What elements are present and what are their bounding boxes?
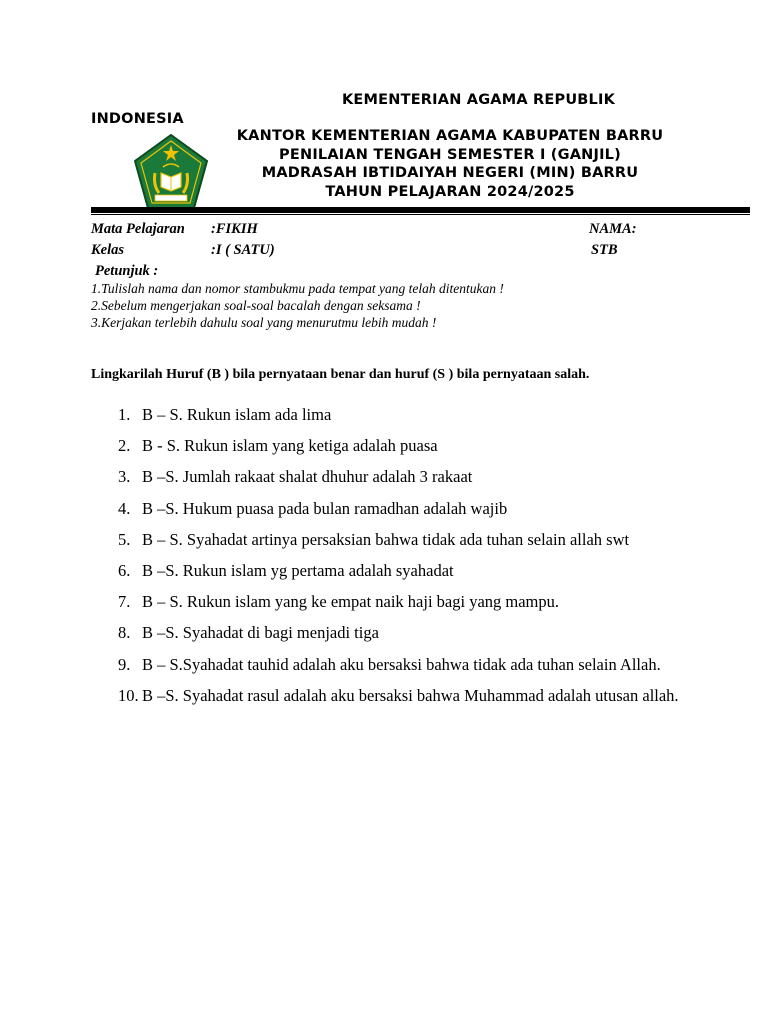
question-list	[118, 399, 698, 711]
header-line-3: PENILAIAN TENGAH SEMESTER I (GANJIL)	[279, 147, 621, 163]
subject-value: :FIKIH	[211, 221, 258, 237]
instruction-item: 2.Sebelum mengerjakan soal-soal bacalah dengan seksama !	[91, 298, 421, 313]
question-item	[118, 649, 698, 680]
question-number: 4.	[118, 498, 131, 518]
question-item	[118, 430, 698, 461]
instructions-label: Petunjuk :	[95, 263, 159, 279]
instruction-item: 3.Kerjakan terlebih dahulu soal yang menurutmu lebih mudah !	[91, 315, 437, 330]
question-number: 7.	[118, 592, 131, 612]
question-text: B –S. Rukun islam yg pertama adalah syahadat	[142, 561, 454, 581]
question-number: 5.	[118, 529, 131, 549]
question-text: B –S. Jumlah rakaat shalat dhuhur adalah 3 rakaat	[142, 467, 473, 487]
header-line-5: TAHUN PELAJARAN 2024/2025	[325, 184, 575, 200]
question-item	[118, 524, 698, 555]
question-text: B – S. Rukun islam yang ke empat naik haji bagi yang mampu.	[142, 592, 560, 612]
instruction-item: 1.Tulislah nama dan nomor stambukmu pada tempat yang telah ditentukan !	[91, 281, 504, 296]
kemenag-emblem-icon	[133, 133, 209, 211]
header-line-2: KANTOR KEMENTERIAN AGAMA KABUPATEN BARRU	[236, 128, 664, 144]
question-text: B – S. Syahadat artinya persaksian bahwa tidak ada tuhan selain allah swt	[142, 529, 630, 549]
class-value: :I ( SATU)	[211, 242, 275, 258]
question-item	[118, 617, 698, 648]
question-text: B – S. Rukun islam ada lima	[142, 405, 332, 424]
question-number: 2.	[118, 436, 131, 456]
question-number: 3.	[118, 467, 131, 487]
name-label: NAMA:	[589, 221, 637, 237]
question-number: 8.	[118, 623, 131, 643]
question-item	[118, 680, 698, 711]
question-text: B – S.Syahadat tauhid adalah aku bersaksi bahwa tidak ada tuhan selain Allah.	[142, 654, 661, 674]
header-line-4: MADRASAH IBTIDAIYAH NEGERI (MIN) BARRU	[261, 165, 639, 181]
question-number: 6.	[118, 561, 131, 581]
question-text: B - S. Rukun islam yang ketiga adalah puasa	[142, 436, 438, 456]
question-number: 10.	[118, 685, 139, 705]
question-item	[118, 586, 698, 617]
question-number: 9.	[118, 654, 131, 674]
stb-label: STB	[591, 242, 618, 258]
header-divider	[91, 207, 750, 213]
header-line-1: KEMENTERIAN AGAMA REPUBLIK	[342, 92, 616, 108]
question-text: B –S. Syahadat di bagi menjadi tiga	[142, 623, 379, 643]
question-text: B –S. Hukum puasa pada bulan ramadhan adalah wajib	[142, 498, 508, 518]
question-item	[118, 399, 698, 430]
header-line-1-continuation: INDONESIA	[91, 111, 184, 127]
question-item	[118, 493, 698, 524]
class-label: Kelas	[91, 242, 125, 258]
section-title: Lingkarilah Huruf (B ) bila pernyataan benar dan huruf (S ) bila pernyataan salah.	[91, 367, 590, 382]
question-item	[118, 555, 698, 586]
question-number: 1.	[118, 405, 131, 424]
question-item	[118, 461, 698, 492]
question-text: B –S. Syahadat rasul adalah aku bersaksi bahwa Muhammad adalah utusan allah.	[142, 685, 679, 705]
subject-label: Mata Pelajaran	[91, 221, 185, 237]
header-divider-thin	[91, 214, 750, 215]
